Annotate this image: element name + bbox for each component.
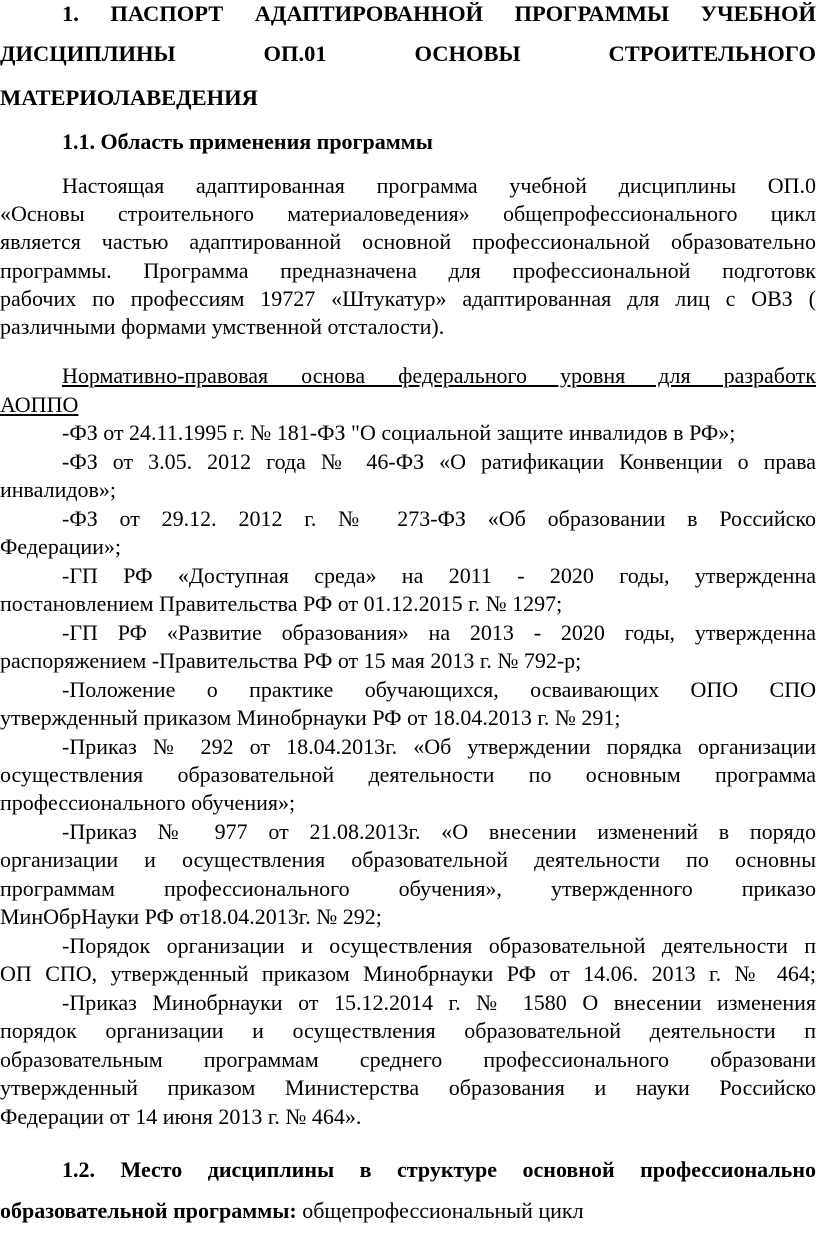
- norm-line-11: утвержденный приказом Минобрнауки РФ от 18.04.2013 г. № 291;: [0, 705, 621, 730]
- normative-heading-line-1: Нормативно-правовая основа федерального уровня для разработк: [62, 363, 816, 388]
- norm-line-4: -ФЗ от 29.12. 2012 г. № 273-ФЗ «Об образовании в Российско: [62, 506, 816, 531]
- section-1-2-title-rest: общепрофессиональный цикл: [296, 1198, 584, 1223]
- section-1-2-title-line-1: 1.2. Место дисциплины в структуре основной профессионально: [62, 1157, 816, 1182]
- intro-line-3: является частью адаптированной основной профессиональной образовательно: [0, 229, 816, 254]
- intro-line-1: Настоящая адаптированная программа учебной дисциплины ОП.0: [62, 173, 816, 198]
- intro-line-6: различными формами умственной отсталости).: [0, 314, 445, 339]
- norm-line-19: -Порядок организации и осуществления образовательной деятельности п: [62, 933, 816, 958]
- norm-line-17: программам профессионального обучения», утвержденного приказо: [0, 876, 816, 901]
- section-1-2-title-line-2: [0, 1197, 816, 1225]
- norm-line-21: -Приказ Минобрнауки от 15.12.2014 г. № 1580 О внесении изменения: [62, 990, 816, 1015]
- norm-line-1: -ФЗ от 24.11.1995 г. № 181-ФЗ "О социальной защите инвалидов в РФ»;: [62, 420, 736, 445]
- intro-line-4: программы. Программа предназначена для профессиональной подготовк: [0, 258, 816, 283]
- doc-title-line-3: МАТЕРИОЛАВЕДЕНИЯ: [0, 85, 258, 110]
- norm-line-14: профессионального обучения»;: [0, 790, 296, 815]
- norm-line-9: распоряжением -Правительства РФ от 15 мая 2013 г. № 792-р;: [0, 648, 582, 673]
- norm-line-13: осуществления образовательной деятельности по основным программа: [0, 762, 816, 787]
- norm-line-2: -ФЗ от 3.05. 2012 года № 46-ФЗ «О ратификации Конвенции о права: [62, 449, 816, 474]
- intro-line-2: «Основы строительного материаловедения» общепрофессионального цикл: [0, 201, 816, 226]
- section-1-2-title-bold: образовательной программы:: [0, 1198, 297, 1223]
- doc-title-line-2: ДИСЦИПЛИНЫ ОП.01 ОСНОВЫ СТРОИТЕЛЬНОГО: [0, 41, 816, 66]
- norm-line-25: Федерации от 14 июня 2013 г. № 464».: [0, 1104, 362, 1129]
- normative-heading-line-2: АОППО: [0, 392, 79, 417]
- norm-line-6: -ГП РФ «Доступная среда» на 2011 - 2020 годы, утвержденна: [62, 563, 816, 588]
- norm-line-22: порядок организации и осуществления образовательной деятельности п: [0, 1018, 816, 1043]
- norm-line-8: -ГП РФ «Развитие образования» на 2013 - 2020 годы, утвержденна: [62, 620, 816, 645]
- norm-line-16: организации и осуществления образовательной деятельности по основны: [0, 847, 816, 872]
- norm-line-3: инвалидов»;: [0, 477, 117, 502]
- norm-line-18: МинОбрНауки РФ от18.04.2013г. № 292;: [0, 904, 382, 929]
- norm-line-7: постановлением Правительства РФ от 01.12.2015 г. № 1297;: [0, 591, 563, 616]
- intro-line-5: рабочих по профессиям 19727 «Штукатур» адаптированная для лиц с ОВЗ (: [0, 286, 816, 311]
- norm-line-10: -Положение о практике обучающихся, осваивающих ОПО СПО: [62, 677, 816, 702]
- norm-line-20: ОП СПО, утвержденный приказом Минобрнауки РФ от 14.06. 2013 г. № 464;: [0, 961, 816, 986]
- norm-line-5: Федерации»;: [0, 534, 122, 559]
- norm-line-12: -Приказ № 292 от 18.04.2013г. «Об утверждении порядка организации: [62, 734, 816, 759]
- section-1-1-title: 1.1. Область применения программы: [62, 129, 433, 154]
- doc-title-line-1: 1. ПАСПОРТ АДАПТИРОВАННОЙ ПРОГРАММЫ УЧЕБНОЙ: [62, 1, 816, 26]
- norm-line-23: образовательным программам среднего профессионального образовани: [0, 1047, 816, 1072]
- norm-line-24: утвержденный приказом Министерства образования и науки Российско: [0, 1075, 816, 1100]
- norm-line-15: -Приказ № 977 от 21.08.2013г. «О внесении изменений в порядо: [62, 819, 816, 844]
